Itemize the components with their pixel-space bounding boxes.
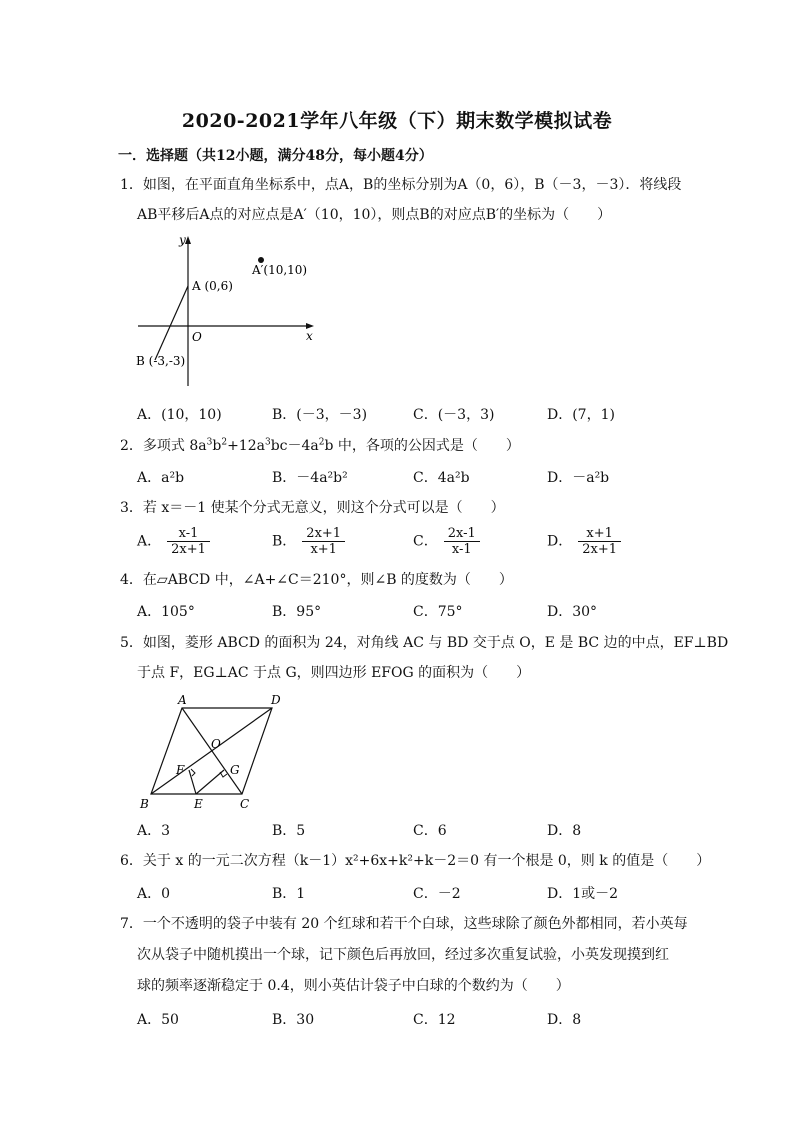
label-f: F <box>176 763 185 777</box>
question-text: 如图，在平面直角坐标系中，点A，B的坐标分别为A（0，6），B（－3，－3）．将线段 <box>142 177 682 193</box>
section-heading: 一．选择题（共12小题，满分48分，每小题4分） <box>118 148 433 164</box>
question-5-line-2: 于点 F，EG⊥AC 于点 G，则四边形 EFOG 的面积为（ ） <box>137 665 531 681</box>
question-6-options <box>137 883 757 905</box>
label-d: D <box>271 693 281 707</box>
option-b[interactable]: B．5 <box>272 823 306 839</box>
question-number: 1． <box>120 177 143 193</box>
option-d[interactable]: D．30° <box>547 604 598 620</box>
right-angle-f <box>191 769 195 776</box>
question-text-part: b <box>212 438 222 454</box>
option-c[interactable]: C．75° <box>413 604 463 620</box>
segment-eg <box>196 770 224 794</box>
segment-ab <box>155 286 188 360</box>
question-number: 5． <box>120 635 143 651</box>
option-a[interactable]: A．a²b <box>137 470 185 486</box>
question-6 <box>120 851 710 871</box>
y-axis-arrow <box>185 236 191 244</box>
option-c[interactable]: C． $\frac{2x-1}{x-1}$ <box>413 526 480 557</box>
option-d[interactable]: D．8 <box>547 1012 582 1028</box>
option-b[interactable]: B．－4a²b² <box>272 470 348 486</box>
option-d[interactable]: D．(7，1) <box>547 407 615 423</box>
question-4-options <box>137 601 757 623</box>
question-number: 6． <box>120 853 143 869</box>
option-b[interactable]: B．95° <box>272 604 322 620</box>
option-b[interactable]: B．30 <box>272 1012 315 1028</box>
question-2: 2．多项式 $8a^3b^2+12a^3bc-4a^2b$ 中，各项的公因式是（ ） <box>120 437 520 454</box>
question-7-line-2: 次从袋子中随机摸出一个球，记下颜色后再放回，经过多次重复试验，小英发现摸到红 <box>137 947 669 963</box>
question-number: 4． <box>120 572 143 588</box>
question-3-options <box>137 526 757 562</box>
question-text-part: b 中，各项的公因式是（ ） <box>324 438 520 454</box>
question-text: 如图，菱形 ABCD 的面积为 24，对角线 AC 与 BD 交于点 O，E 是 BC 边的中点，EF⊥BD <box>142 635 729 651</box>
question-7-options <box>137 1009 757 1031</box>
x-axis-label: x <box>306 329 313 343</box>
question-text: 在▱ABCD 中，∠A+∠C＝210°，则∠B 的度数为（ ） <box>142 572 513 588</box>
question-5 <box>120 633 728 653</box>
option-c[interactable]: C．4a²b <box>413 470 470 486</box>
option-b[interactable]: B． $\frac{2x+1}{x+1}$ <box>272 526 345 557</box>
option-b[interactable]: B．(－3，－3) <box>272 407 368 423</box>
question-7-line-3: 球的频率逐渐稳定于 0.4，则小英估计袋子中白球的个数约为（ ） <box>137 978 570 994</box>
question-text-part: 多项式 8a <box>142 438 207 454</box>
question-number: 2． <box>120 438 143 454</box>
question-2-options <box>137 467 757 489</box>
label-b: B <box>140 797 149 811</box>
option-c[interactable]: C．(－3，3) <box>413 407 495 423</box>
question-number: 3． <box>120 500 143 516</box>
option-a[interactable]: A．105° <box>137 604 195 620</box>
label-g: G <box>230 763 240 777</box>
option-d[interactable]: D． $\frac{x+1}{2x+1}$ <box>547 526 621 557</box>
question-text: 关于 x 的一元二次方程（k－1）x²+6x+k²+k－2＝0 有一个根是 0，则 k 的值是（ ） <box>142 853 711 869</box>
option-a[interactable]: A．0 <box>137 886 171 902</box>
question-number: 7． <box>120 916 143 932</box>
option-b[interactable]: B．1 <box>272 886 306 902</box>
fraction: $\frac{2x-1}{x-1}$ <box>444 526 480 557</box>
point-a-prime-label: A′(10,10) <box>252 263 308 277</box>
question-1-line-2: AB平移后A点的对应点是A′（10，10），则点B的对应点B′的坐标为（ ） <box>137 207 612 223</box>
option-d[interactable]: D．1或－2 <box>547 886 619 902</box>
fraction: $\frac{x+1}{2x+1}$ <box>578 526 621 557</box>
point-b-label: B (-3,-3) <box>136 354 186 368</box>
question-1-options <box>137 404 757 426</box>
origin-label: O <box>192 330 202 344</box>
point-a-label: A (0,6) <box>192 279 233 293</box>
question-5-options <box>137 820 757 842</box>
option-d[interactable]: D．－a²b <box>547 470 610 486</box>
coordinate-figure <box>130 228 340 393</box>
question-text-part: +12a <box>227 438 265 454</box>
option-c[interactable]: C．－2 <box>413 886 461 902</box>
label-c: C <box>240 797 250 811</box>
option-c[interactable]: C．12 <box>413 1012 456 1028</box>
page-title: 2020-2021学年八年级（下）期末数学模拟试卷 <box>181 110 613 132</box>
fraction: $\frac{x-1}{2x+1}$ <box>167 526 210 557</box>
question-4 <box>120 570 513 590</box>
option-a[interactable]: A．(10，10) <box>137 407 222 423</box>
label-a: A <box>178 693 187 707</box>
question-3 <box>120 498 505 518</box>
option-d[interactable]: D．8 <box>547 823 582 839</box>
fraction: $\frac{2x+1}{x+1}$ <box>302 526 345 557</box>
question-7 <box>120 914 688 934</box>
question-text: 一个不透明的袋子中装有 20 个红球和若干个白球，这些球除了颜色外都相同，若小英每 <box>142 916 688 932</box>
option-a[interactable]: A． $\frac{x-1}{2x+1}$ <box>137 526 210 557</box>
y-axis-label: y <box>179 233 186 247</box>
question-text: 若 x＝－1 使某个分式无意义，则这个分式可以是（ ） <box>142 500 505 516</box>
question-1 <box>120 175 681 195</box>
label-o: O <box>211 737 221 751</box>
option-a[interactable]: A．3 <box>137 823 171 839</box>
option-c[interactable]: C．6 <box>413 823 447 839</box>
option-a[interactable]: A．50 <box>137 1012 179 1028</box>
question-text-part: bc－4a <box>270 438 319 454</box>
label-e: E <box>194 797 203 811</box>
rhombus-figure <box>138 692 293 812</box>
